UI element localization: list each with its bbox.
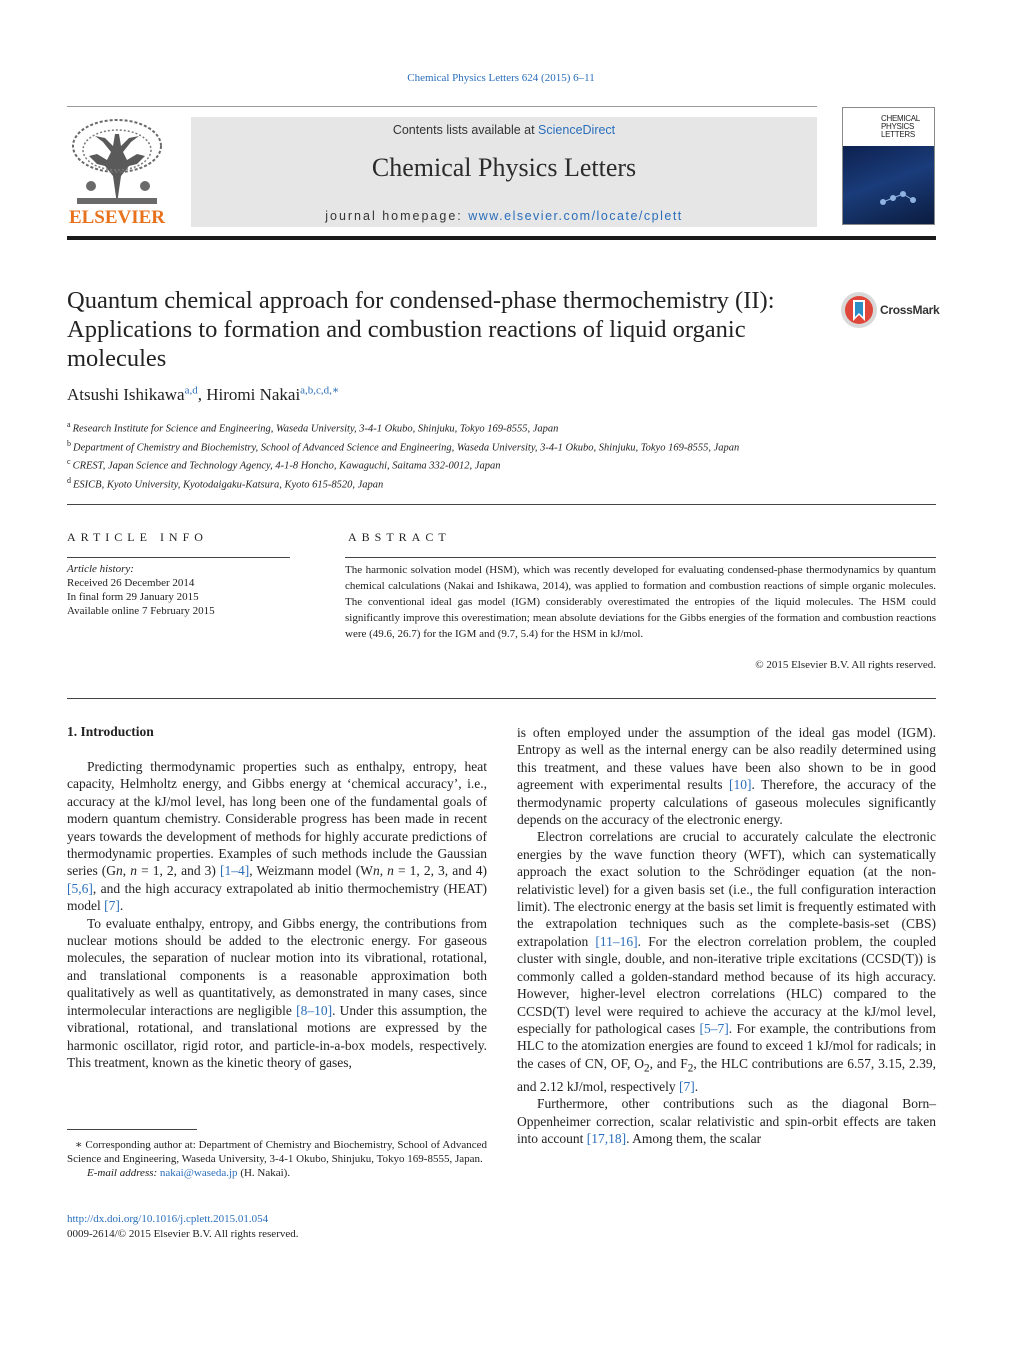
paragraph [67, 758, 487, 915]
text-run: . [694, 1078, 699, 1094]
affiliation-letter: b [67, 438, 71, 448]
text-run: n [387, 863, 394, 879]
text-run: . For the electron correlation problem, the coupled cluster with single, double, and non-iterative triple excitations (CCSD(T)) is commonly called a golden-standard method because of its high accuracy. However, higher-level electron correlations (HLC) compared to the CCSD(T) level were required to achieve the accuracy at the kJ/mol level, especially for pathological cases [517, 933, 937, 1036]
affiliation-text: Department of Chemistry and Biochemistry, School of Advanced Science and Engineering, Waseda University, 3-4-1 Okubo, Shinjuku, Tokyo 169-8555, Japan [73, 442, 740, 454]
text-run: To evaluate enthalpy, entropy, and Gibbs energy, the contributions from nuclear motions should be added to the electronic energy. For gaseous molecules, the separation of nuclear motion into its vibrational, rotational, and translational components is a reasonable approximation both qualitatively as well as quantitatively, as demonstrated in many cases, since intermolecular interactions are negligible [67, 915, 487, 1018]
contents-prefix: Contents lists available at [392, 123, 539, 137]
email-link[interactable]: nakai@waseda.jp [159, 1167, 238, 1180]
text-run: . For example, the contributions from HLC to the atomization energies are found to exceed 1 kJ/mol for radicals; in the cases of CN, OF, O [517, 1020, 936, 1071]
reference-link[interactable]: [5–7] [699, 1020, 729, 1036]
author-name: Hiromi Nakai [206, 385, 301, 404]
text-run: = 1, 2, and 3) [137, 863, 220, 879]
reference-link[interactable]: [17,18] [586, 1131, 627, 1147]
cover-title-line: PHYSICS [881, 122, 915, 131]
article-title: Quantum chemical approach for condensed-phase thermochemistry (II): Applications to formation and combustion reactions of liquid organic molecules [67, 287, 775, 372]
crossmark-icon [840, 291, 878, 329]
article-info-heading: ARTICLE INFO [67, 530, 208, 544]
affiliation-letter: d [67, 476, 71, 486]
issn-copyright: 0009-2614/© 2015 Elsevier B.V. All rights reserved. [67, 1227, 299, 1240]
history-title: Article history: [67, 563, 134, 575]
affiliation-item [67, 455, 827, 474]
body-left-column [67, 758, 487, 1071]
corresponding-author-footnote [67, 1138, 487, 1181]
history-final-form: In final form 29 January 2015 [67, 591, 199, 603]
author-affiliation-marks[interactable]: a,b,c,d,∗ [300, 384, 340, 397]
author-name: Atsushi Ishikawa [67, 385, 185, 404]
email-label: E-mail address: [87, 1167, 160, 1180]
contents-line [191, 123, 817, 137]
cover-title-line: LETTERS [881, 130, 915, 139]
journal-citation[interactable]: Chemical Physics Letters 624 (2015) 6–11 [407, 72, 595, 84]
paragraph [517, 724, 936, 828]
history-online: Available online 7 February 2015 [67, 605, 215, 617]
footnote-text: ∗ Corresponding author at: Department of Chemistry and Biochemistry, School of Advanced Science and Engineering, Waseda University, 3-4-1 Okubo, Shinjuku, Tokyo 169-8555, Japan. [67, 1139, 487, 1166]
history-received: Received 26 December 2014 [67, 577, 195, 589]
reference-link[interactable]: [10] [729, 777, 752, 793]
reference-link[interactable]: [5,6] [67, 880, 93, 896]
text-run: , the HLC contributions are 6.57, 3.15, 2.39, and 2.12 kJ/mol, respectively [517, 1055, 936, 1094]
section-divider [67, 698, 936, 699]
section-heading-introduction: 1. Introduction [67, 724, 154, 739]
text-run: . [119, 898, 124, 914]
author-affiliation-marks[interactable]: a,d [184, 384, 198, 397]
affiliation-letter: a [67, 420, 71, 429]
text-run: , and the high accuracy extrapolated ab initio thermochemistry (HEAT) model [67, 880, 487, 914]
footnote-email-line [67, 1166, 487, 1180]
doi-link[interactable]: http://dx.doi.org/10.1016/j.cplett.2015.01.054 [67, 1213, 269, 1225]
journal-cover-image[interactable] [842, 107, 935, 225]
sciencedirect-link[interactable]: ScienceDirect [538, 123, 616, 137]
header-rule [67, 106, 817, 107]
homepage-line [191, 209, 817, 223]
reference-link[interactable]: [7] [104, 898, 120, 914]
text-run: n [130, 863, 137, 879]
body-right-column [517, 724, 936, 1147]
header-thick-rule [67, 236, 936, 240]
homepage-link[interactable]: www.elsevier.com/locate/cplett [468, 209, 683, 223]
abstract-rule [345, 557, 936, 558]
text-run: . Therefore, the accuracy of the thermodynamic property calculations of gaseous molecules significantly depends on the accuracy of the electronic energy. [517, 777, 936, 828]
subscript: 2 [643, 1062, 650, 1075]
paragraph [517, 1095, 936, 1147]
text-run: n [372, 863, 380, 879]
subscript: 2 [687, 1062, 694, 1075]
author-separator: , [197, 385, 207, 404]
text-run: is often employed under the assumption of the ideal gas model (IGM). Entropy as well as the internal energy can be also readily determined using this treatment, and these values have been also shown to be in good agreement with experimental results [517, 725, 936, 793]
article-info-rule [67, 557, 290, 558]
text-run: , [122, 863, 131, 879]
doi-block [67, 1212, 299, 1241]
text-run: n [116, 863, 123, 879]
text-run: . Among them, the scalar [626, 1131, 762, 1147]
cover-artwork [843, 146, 935, 225]
reference-link[interactable]: [11–16] [595, 933, 638, 949]
article-history [67, 562, 297, 618]
reference-link[interactable]: [7] [678, 1078, 695, 1094]
journal-name: Chemical Physics Letters [371, 153, 637, 182]
affiliation-item [67, 418, 827, 437]
email-suffix: (H. Nakai). [237, 1167, 291, 1180]
homepage-prefix: journal homepage: [325, 209, 469, 223]
text-run: . Under this assumption, the vibrational, rotational, and translational motions are expressed by the harmonic oscillator, rigid rotor, and particle-in-a-box models, respectively. This treatment, known as the kinetic theory of gases, [67, 1002, 487, 1070]
paragraph [67, 915, 487, 1072]
reference-link[interactable]: [1–4] [220, 863, 250, 879]
text-run: , Weizmann model (W [249, 863, 373, 879]
text-run: , [379, 863, 388, 879]
text-run: Furthermore, other contributions such as the diagonal Born–Oppenheimer correction, scalar relativistic and spin-orbit effects are taken into account [517, 1096, 936, 1147]
abstract-copyright: © 2015 Elsevier B.V. All rights reserved. [755, 659, 936, 671]
text-run: Electron correlations are crucial to accurately calculate the electronic energies by the wave function theory (WFT), which can systematically approach the exact solution to the Schrödinger equation (at the non-relativistic level) for a given basis set (i.e., the full configuration interaction limit). The electronic energy at the basis set limit is frequently estimated with the extrapolation techniques such as the complete-basis-set (CBS) extrapolation [517, 829, 936, 949]
journal-banner [191, 117, 817, 227]
affiliation-text: Research Institute for Science and Engineering, Waseda University, 3-4-1 Okubo, Shinjuku, Tokyo 169-8555, Japan [72, 423, 559, 435]
reference-link[interactable]: [8–10] [296, 1002, 333, 1018]
abstract-text: The harmonic solvation model (HSM), which was recently developed for evaluating condensed-phase thermodynamics by quantum chemical calculations (Nakai and Ishikawa, 2014), was applied to formation and combustion reactions of simple organic molecules. The conventional ideal gas model (IGM) considerably overestimated the entropies of the liquid molecules. The HSM could significantly improve this overestimation; mean absolute deviations for the Gibbs energies of the formation and combustion reactions were (49.6, 26.7) for the IGM and (9.7, 5.4) for the HSM in kJ/mol. [345, 564, 936, 640]
cover-title [881, 115, 933, 139]
affiliation-letter: c [67, 457, 71, 467]
text-run: Predicting thermodynamic properties such as enthalpy, entropy, heat capacity, Helmholtz energy, and Gibbs energy at ‘chemical accuracy’, i.e., accuracy at the kJ/mol level, has long been one of the fundamental goals of modern quantum chemistry. Considerable progress has been made in recent years towards the development of methods for highly accurate predictions of thermodynamic properties. Examples of such methods include the Gaussian series (G [67, 759, 487, 879]
affiliation-text: ESICB, Kyoto University, Kyotodaigaku-Katsura, Kyoto 615-8520, Japan [73, 479, 384, 491]
author-list [67, 385, 339, 405]
text-run: , and F [649, 1055, 688, 1071]
affiliations [67, 418, 827, 493]
affiliation-item [67, 437, 827, 456]
text-run: = 1, 2, 3, and 4) [393, 863, 488, 879]
section-divider [67, 504, 936, 505]
publisher-name: ELSEVIER [68, 207, 166, 228]
affiliation-item [67, 474, 827, 493]
abstract-heading: ABSTRACT [348, 530, 451, 544]
crossmark-label: CrossMark [880, 303, 940, 317]
footnote-rule [67, 1129, 197, 1130]
cover-title-line: CHEMICAL [881, 114, 920, 123]
crossmark-badge[interactable] [840, 291, 940, 331]
paragraph [517, 828, 936, 1095]
affiliation-text: CREST, Japan Science and Technology Agency, 4-1-8 Honcho, Kawaguchi, Saitama 332-0012, Japan [72, 460, 501, 472]
